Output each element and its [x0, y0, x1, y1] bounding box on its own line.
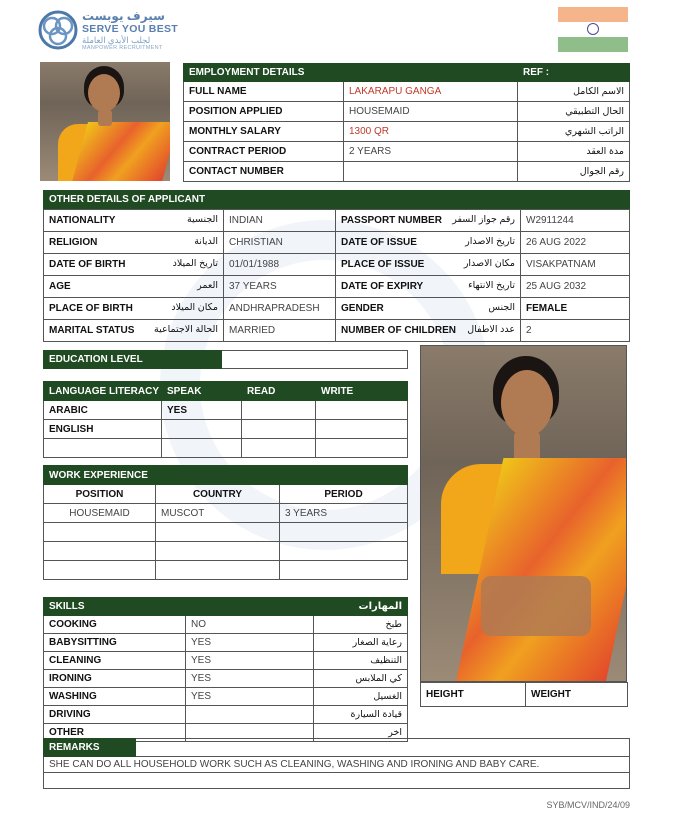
skill-value: NO	[186, 616, 314, 634]
other-value-2: 25 AUG 2032	[521, 276, 630, 298]
education-title: EDUCATION LEVEL	[44, 351, 222, 369]
skill-label-ar: الغسيل	[314, 688, 408, 706]
other-value: ANDHRAPRADESH	[224, 298, 336, 320]
footer-code: SYB/MCV/IND/24/09	[546, 800, 630, 810]
logo-english: SERVE YOU BEST	[82, 23, 179, 35]
logo-emblem-icon	[38, 10, 78, 50]
language-table	[43, 381, 408, 458]
other-details-row	[44, 210, 630, 232]
other-value: MARRIED	[224, 320, 336, 342]
emp-label-contact: CONTACT NUMBER	[184, 162, 344, 182]
other-value-2: VISAKPATNAM	[521, 254, 630, 276]
skill-label-ar: التنظيف	[314, 652, 408, 670]
emp-label-position: POSITION APPLIED	[184, 102, 344, 122]
other-label-cell-2	[336, 298, 521, 320]
skill-label: COOKING	[44, 616, 186, 634]
language-row	[44, 401, 408, 420]
language-cell	[242, 420, 316, 439]
work-cell	[156, 561, 280, 580]
emp-value-contact	[344, 162, 518, 182]
employment-details-table	[183, 63, 630, 182]
other-value-2: 26 AUG 2022	[521, 232, 630, 254]
other-label-ar-2: تاريخ الانتهاء	[468, 280, 515, 291]
work-cell	[44, 542, 156, 561]
other-value: 37 YEARS	[224, 276, 336, 298]
remarks-table	[43, 738, 630, 789]
other-label-2: NUMBER OF CHILDREN	[341, 325, 456, 336]
other-label-ar-2: مكان الاصدار	[463, 258, 515, 269]
skill-row	[44, 670, 408, 688]
skill-label: CLEANING	[44, 652, 186, 670]
other-value-2: W2911244	[521, 210, 630, 232]
language-row	[44, 420, 408, 439]
remarks-blank-row	[44, 773, 630, 789]
skill-label-ar: رعاية الصغار	[314, 634, 408, 652]
logo-arabic-sub: لجلب الأيدي العاملة	[82, 35, 151, 45]
emp-ar-fullname: الاسم الكامل	[518, 82, 630, 102]
other-details-row	[44, 298, 630, 320]
language-cell	[162, 439, 242, 458]
language-cell: YES	[162, 401, 242, 420]
language-cell	[316, 401, 408, 420]
work-header-period: PERIOD	[280, 485, 408, 504]
skill-row	[44, 706, 408, 724]
skill-label-ar: قيادة السيارة	[314, 706, 408, 724]
lang-header-speak: SPEAK	[162, 382, 242, 401]
other-details-title: OTHER DETAILS OF APPLICANT	[44, 191, 630, 209]
work-cell	[156, 542, 280, 561]
skills-title-ar: المهارات	[314, 598, 408, 616]
skills-title: SKILLS	[44, 598, 314, 616]
other-label-cell	[44, 320, 224, 342]
other-value: 01/01/1988	[224, 254, 336, 276]
skill-row	[44, 688, 408, 706]
skill-label-ar: طبخ	[314, 616, 408, 634]
work-title-blank	[280, 466, 408, 485]
lang-header-read: READ	[242, 382, 316, 401]
applicant-photo-small	[40, 62, 170, 181]
skill-value: YES	[186, 688, 314, 706]
skills-table	[43, 597, 408, 742]
emp-label-contract: CONTRACT PERIOD	[184, 142, 344, 162]
language-row	[44, 439, 408, 458]
other-label-cell-2	[336, 320, 521, 342]
other-label-cell-2	[336, 232, 521, 254]
emp-ar-position: الحال التطبيقي	[518, 102, 630, 122]
other-label-ar: مكان الميلاد	[171, 302, 218, 313]
language-cell: ARABIC	[44, 401, 162, 420]
other-label: NATIONALITY	[49, 215, 116, 226]
language-cell	[316, 439, 408, 458]
other-label-cell	[44, 210, 224, 232]
remarks-title: REMARKS	[44, 739, 136, 757]
other-value-2: FEMALE	[521, 298, 630, 320]
other-label: PLACE OF BIRTH	[49, 303, 133, 314]
other-label-ar-2: تاريخ الاصدار	[465, 236, 515, 247]
logo-arabic: سيرف يوبست	[82, 9, 165, 23]
other-label-2: PLACE OF ISSUE	[341, 259, 425, 270]
work-row	[44, 504, 408, 523]
skill-label-ar: كي الملابس	[314, 670, 408, 688]
height-label: HEIGHT	[421, 683, 526, 707]
other-label-cell-2	[336, 276, 521, 298]
other-label-cell	[44, 276, 224, 298]
emp-value-fullname: LAKARAPU GANGA	[344, 82, 518, 102]
other-label-ar: العمر	[197, 280, 218, 291]
language-cell	[316, 420, 408, 439]
skill-label-ar: اخر	[314, 724, 408, 742]
language-cell	[242, 401, 316, 420]
work-cell	[280, 542, 408, 561]
weight-label: WEIGHT	[526, 683, 628, 707]
skill-label: OTHER	[44, 724, 186, 742]
work-experience-table	[43, 465, 408, 580]
work-cell	[44, 523, 156, 542]
other-label-cell	[44, 232, 224, 254]
other-label-2: DATE OF ISSUE	[341, 237, 417, 248]
remarks-title-blank	[136, 739, 630, 757]
other-label-ar-2: الجنس	[488, 302, 515, 313]
skill-value: YES	[186, 634, 314, 652]
other-details-row	[44, 320, 630, 342]
logo-sub: MANPOWER RECRUITMENT	[82, 45, 163, 51]
work-header-country: COUNTRY	[156, 485, 280, 504]
language-cell	[242, 439, 316, 458]
emp-ar-contract: مدة العقد	[518, 142, 630, 162]
language-cell	[44, 439, 162, 458]
work-cell	[44, 561, 156, 580]
other-value: CHRISTIAN	[224, 232, 336, 254]
other-details-row	[44, 232, 630, 254]
other-details-grid	[43, 209, 630, 342]
skill-label: DRIVING	[44, 706, 186, 724]
other-label-ar-2: عدد الاطفال	[467, 324, 515, 335]
emp-value-salary: 1300 QR	[344, 122, 518, 142]
education-table	[43, 350, 408, 369]
work-cell	[280, 523, 408, 542]
other-value: INDIAN	[224, 210, 336, 232]
other-label-ar: الحالة الاجتماعية	[154, 324, 218, 335]
ref-label: REF :	[518, 64, 630, 82]
other-label-cell-2	[336, 254, 521, 276]
other-label: DATE OF BIRTH	[49, 259, 126, 270]
skill-label: IRONING	[44, 670, 186, 688]
language-cell: ENGLISH	[44, 420, 162, 439]
other-label: AGE	[49, 281, 71, 292]
emp-value-position: HOUSEMAID	[344, 102, 518, 122]
skill-label: WASHING	[44, 688, 186, 706]
skill-row	[44, 616, 408, 634]
lang-header-write: WRITE	[316, 382, 408, 401]
emp-label-salary: MONTHLY SALARY	[184, 122, 344, 142]
education-value	[222, 351, 408, 369]
language-cell	[162, 420, 242, 439]
india-flag-icon	[558, 7, 628, 52]
applicant-photo-large	[420, 345, 627, 682]
employment-title: EMPLOYMENT DETAILS	[184, 64, 518, 82]
other-label-cell-2	[336, 210, 521, 232]
other-label-cell	[44, 254, 224, 276]
measure-table	[420, 682, 628, 707]
emp-ar-salary: الراتب الشهري	[518, 122, 630, 142]
work-header-position: POSITION	[44, 485, 156, 504]
work-cell	[280, 561, 408, 580]
skill-value	[186, 706, 314, 724]
other-label-ar-2: رقم جواز السفر	[452, 214, 515, 225]
emp-ar-contact: رقم الجوال	[518, 162, 630, 182]
work-cell: HOUSEMAID	[44, 504, 156, 523]
other-details-table	[43, 190, 630, 209]
other-label-ar: الديانة	[194, 236, 218, 247]
skill-label: BABYSITTING	[44, 634, 186, 652]
skill-value: YES	[186, 652, 314, 670]
other-details-row	[44, 254, 630, 276]
work-cell: MUSCOT	[156, 504, 280, 523]
work-cell	[156, 523, 280, 542]
other-label-ar: الجنسية	[187, 214, 218, 225]
remarks-text: SHE CAN DO ALL HOUSEHOLD WORK SUCH AS CLEANING, WASHING AND IRONING AND BABY CARE.	[44, 757, 630, 773]
other-details-row	[44, 276, 630, 298]
skill-row	[44, 634, 408, 652]
other-label-ar: تاريخ الميلاد	[172, 258, 218, 269]
work-row	[44, 542, 408, 561]
other-label: MARITAL STATUS	[49, 325, 135, 336]
work-title: WORK EXPERIENCE	[44, 466, 280, 485]
work-cell: 3 YEARS	[280, 504, 408, 523]
other-label-2: DATE OF EXPIRY	[341, 281, 424, 292]
other-label-2: PASSPORT NUMBER	[341, 215, 442, 226]
work-row	[44, 561, 408, 580]
lang-header-literacy: LANGUAGE LITERACY	[44, 382, 162, 401]
other-value-2: 2	[521, 320, 630, 342]
emp-value-contract: 2 YEARS	[344, 142, 518, 162]
company-logo	[38, 8, 188, 52]
work-row	[44, 523, 408, 542]
skill-value: YES	[186, 670, 314, 688]
emp-label-fullname: FULL NAME	[184, 82, 344, 102]
other-label-2: GENDER	[341, 303, 384, 314]
other-label: RELIGION	[49, 237, 98, 248]
other-label-cell	[44, 298, 224, 320]
skill-row	[44, 652, 408, 670]
